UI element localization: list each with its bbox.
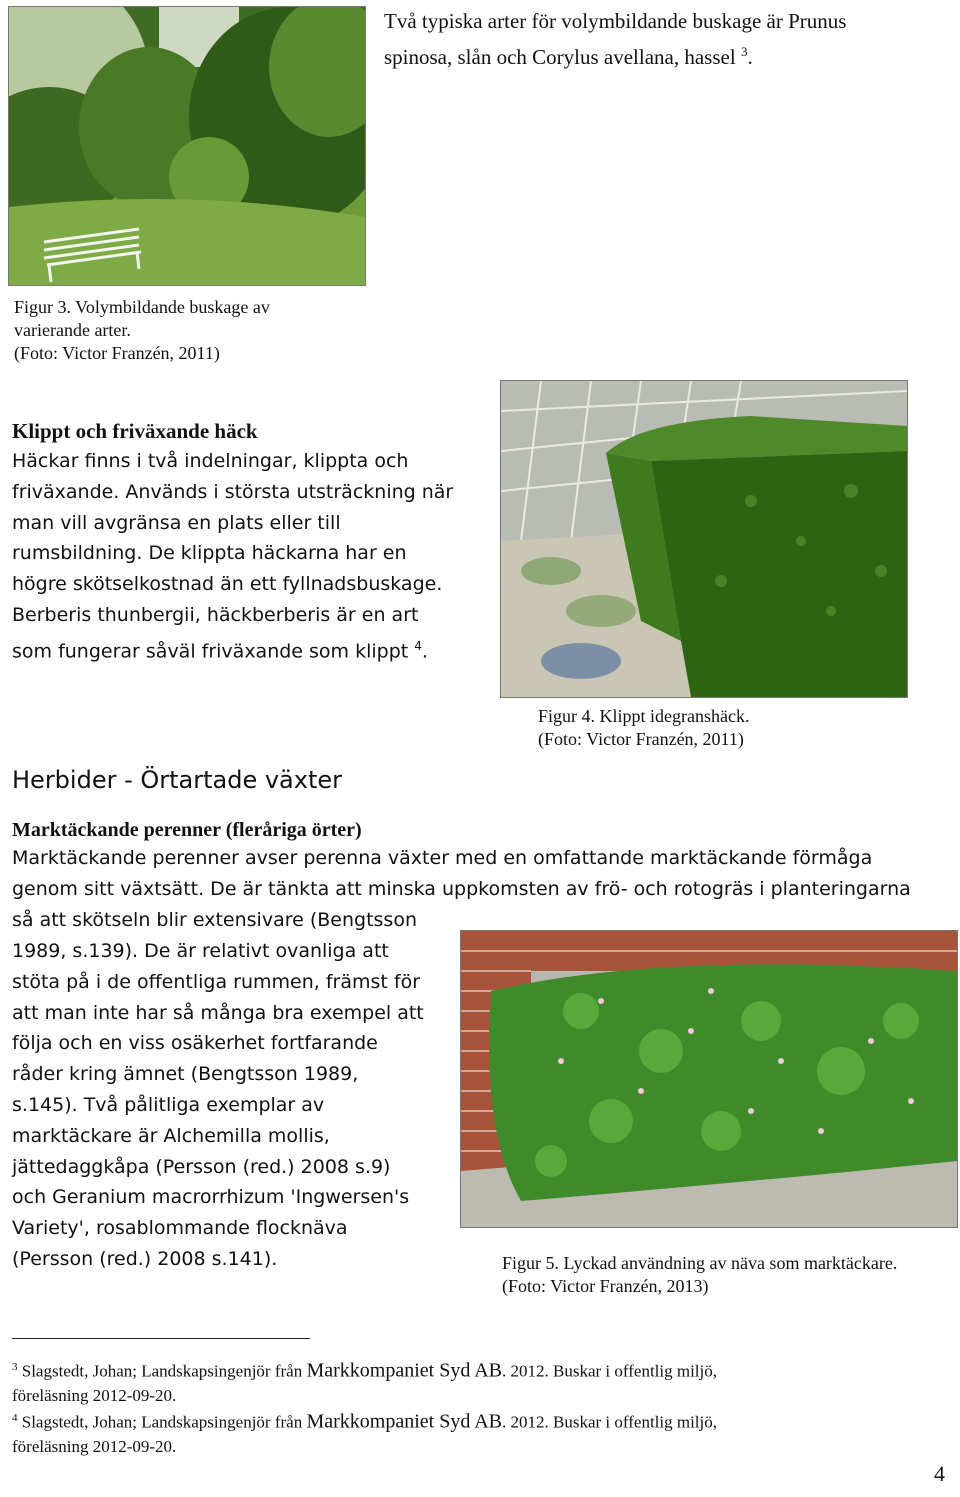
- figure5-photo: [460, 930, 958, 1228]
- hedge-line-5: högre skötselkostnad än ett fyllnadsbuskage.: [12, 573, 443, 596]
- ground-narrow-line-1: 1989, s.139). De är relativt ovanliga att: [12, 940, 389, 962]
- figure5-caption-line-2: (Foto: Victor Franzén, 2013): [502, 1276, 709, 1296]
- intro-line-2: spinosa, slån och Corylus avellana, hassel: [384, 44, 741, 69]
- footnote-4: [12, 1406, 942, 1459]
- footnote-4-rest: . 2012. Buskar i offentlig miljö,: [502, 1412, 718, 1432]
- hedge-line-1: Häckar finns i två indelningar, klippta och: [12, 450, 409, 472]
- footnote-3-company: Markkompaniet Syd AB: [306, 1359, 502, 1382]
- figure3-caption-line-1: Figur 3. Volymbildande buskage av: [14, 297, 270, 317]
- hedge-line-3: man vill avgränsa en plats eller till: [12, 511, 341, 534]
- figure5-caption-line-1: Figur 5. Lyckad användning av näva som marktäckare.: [502, 1253, 898, 1273]
- hedge-end: .: [421, 640, 428, 663]
- ground-narrow-line-11: (Persson (red.) 2008 s.141).: [12, 1247, 278, 1270]
- hedge-paragraph: [12, 446, 453, 667]
- figure3-photo: [8, 6, 366, 286]
- ground-narrow-line-9: och Geranium macrorrhizum 'Ingwersen's: [12, 1186, 410, 1209]
- intro-line-1: Två typiska arter för volymbildande buskage är Prunus: [384, 9, 847, 33]
- figure3-caption-line-2: varierande arter.: [14, 320, 131, 340]
- figure4-caption-line-2: (Foto: Victor Franzén, 2011): [538, 729, 744, 749]
- figure4-photo: [500, 380, 908, 698]
- footnote-3-line-2: föreläsning 2012-09-20.: [12, 1385, 177, 1405]
- footnote-separator: [12, 1338, 310, 1339]
- footnote-4-company: Markkompaniet Syd AB: [306, 1410, 502, 1433]
- ground-line-2: genom sitt växtsätt. De är tänkta att minska uppkomsten av frö- och rotogräs i planteringarna: [12, 877, 911, 900]
- ground-narrow-line-10: Variety', rosablommande flocknäva: [12, 1217, 348, 1240]
- hedge-line-4: rumsbildning. De klippta häckarna har en: [12, 542, 407, 565]
- ground-paragraph-full: [12, 843, 911, 935]
- footnote-3-rest: . 2012. Buskar i offentlig miljö,: [502, 1361, 718, 1381]
- hedge-heading: Klippt och friväxande häck: [12, 419, 258, 443]
- page-number: 4: [934, 1461, 945, 1486]
- figure3-caption-line-3: (Foto: Victor Franzén, 2011): [14, 343, 220, 363]
- footnote-4-line-2: föreläsning 2012-09-20.: [12, 1436, 177, 1456]
- footnote-4-number: 4: [12, 1412, 18, 1424]
- ground-line-1: Marktäckande perenner avser perenna växter med en omfattande marktäckande förmåga: [12, 847, 873, 869]
- figure4-caption: [538, 705, 868, 751]
- ground-paragraph-narrow: [12, 936, 424, 1275]
- ground-narrow-line-2: stöta på i de offentliga rummen, främst för: [12, 970, 420, 993]
- ground-narrow-line-3: att man inte har så många bra exempel att: [12, 1001, 424, 1024]
- intro-paragraph: [384, 6, 954, 72]
- ground-narrow-line-7: marktäckare är Alchemilla mollis,: [12, 1124, 330, 1147]
- footnote-ref-3: 3: [740, 43, 748, 59]
- ground-narrow-line-5: råder kring ämnet (Bengtsson 1989,: [12, 1063, 359, 1086]
- figure3-caption: [14, 296, 344, 365]
- ground-narrow-line-8: jättedaggkåpa (Persson (red.) 2008 s.9): [12, 1155, 391, 1178]
- hedge-line-6: Berberis thunbergii, häckberberis är en art: [12, 603, 419, 626]
- footnote-4-text: Slagstedt, Johan; Landskapsingenjör från: [21, 1412, 307, 1432]
- hedge-line-7: som fungerar såväl friväxande som klippt: [12, 640, 415, 663]
- hedge-line-2: friväxande. Används i största utsträckning när: [12, 480, 454, 503]
- footnote-3-number: 3: [12, 1361, 18, 1373]
- footnote-3-text: Slagstedt, Johan; Landskapsingenjör från: [21, 1361, 307, 1381]
- ground-narrow-line-4: följa och en viss osäkerhet fortfarande: [12, 1032, 378, 1055]
- footnote-ref-4: 4: [414, 638, 422, 653]
- figure5-caption: [502, 1252, 958, 1298]
- ground-heading: Marktäckande perenner (fleråriga örter): [12, 819, 362, 841]
- intro-end: .: [747, 44, 753, 69]
- footnote-3: [12, 1355, 942, 1408]
- figure4-caption-line-1: Figur 4. Klippt idegranshäck.: [538, 706, 750, 726]
- ground-narrow-line-6: s.145). Två pålitliga exemplar av: [12, 1093, 325, 1116]
- ground-line-3: så att skötseln blir extensivare (Bengtsson: [12, 908, 418, 931]
- herbs-heading: Herbider - Örtartade växter: [12, 766, 343, 794]
